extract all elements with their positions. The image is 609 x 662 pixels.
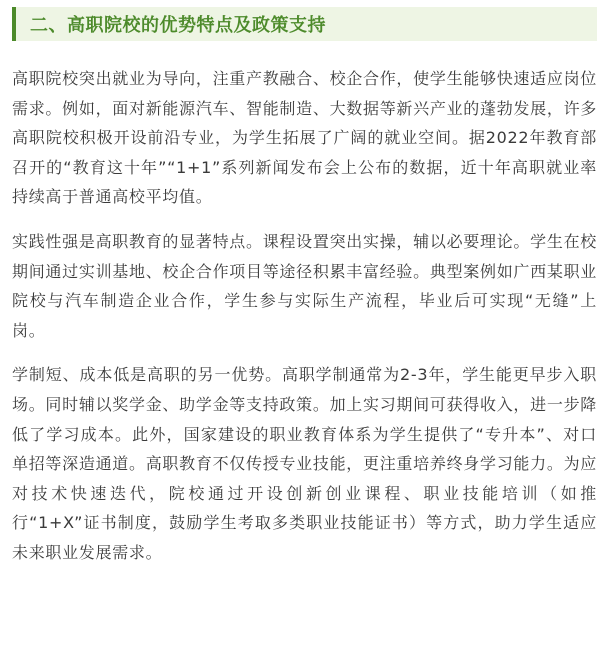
article-body [12,64,597,583]
section-title: 二、高职院校的优势特点及政策支持 [30,15,326,36]
section-header [12,7,597,41]
paragraph-practice: 实践性强是高职教育的显著特点。课程设置突出实操，辅以必要理论。学生在校期间通过实训基地、校企合作项目等途径积累丰富经验。典型案例如广西某职业院校与汽车制造企业合作，学生参与实际生产流程，毕业后可实现“无缝”上岗。 [12,231,597,340]
paragraph-employment: 高职院校突出就业为导向，注重产教融合、校企合作，使学生能够快速适应岗位需求。例如，面对新能源汽车、智能制造、大数据等新兴产业的蓬勃发展，许多高职院校积极开设前沿专业，为学生拓展了广阔的就业空间。据2022年教育部召开的“教育这十年”“1+1”系列新闻发布会上公布的数据，近十年高职就业率持续高于普通高校平均值。 [12,69,597,207]
paragraph-cost: 学制短、成本低是高职的另一优势。高职学制通常为2-3年，学生能更早步入职场。同时辅以奖学金、助学金等支持政策。加上实习期间可获得收入，进一步降低了学习成本。此外，国家建设的职业教育体系为学生提供了“专升本”、对口单招等深造通道。高职教育不仅传授专业技能，更注重培养终身学习能力。为应对技术快速迭代，院校通过开设创新创业课程、职业技能培训（如推行“1+X”证书制度，鼓励学生考取多类职业技能证书）等方式，助力学生适应未来职业发展需求。 [12,365,597,562]
